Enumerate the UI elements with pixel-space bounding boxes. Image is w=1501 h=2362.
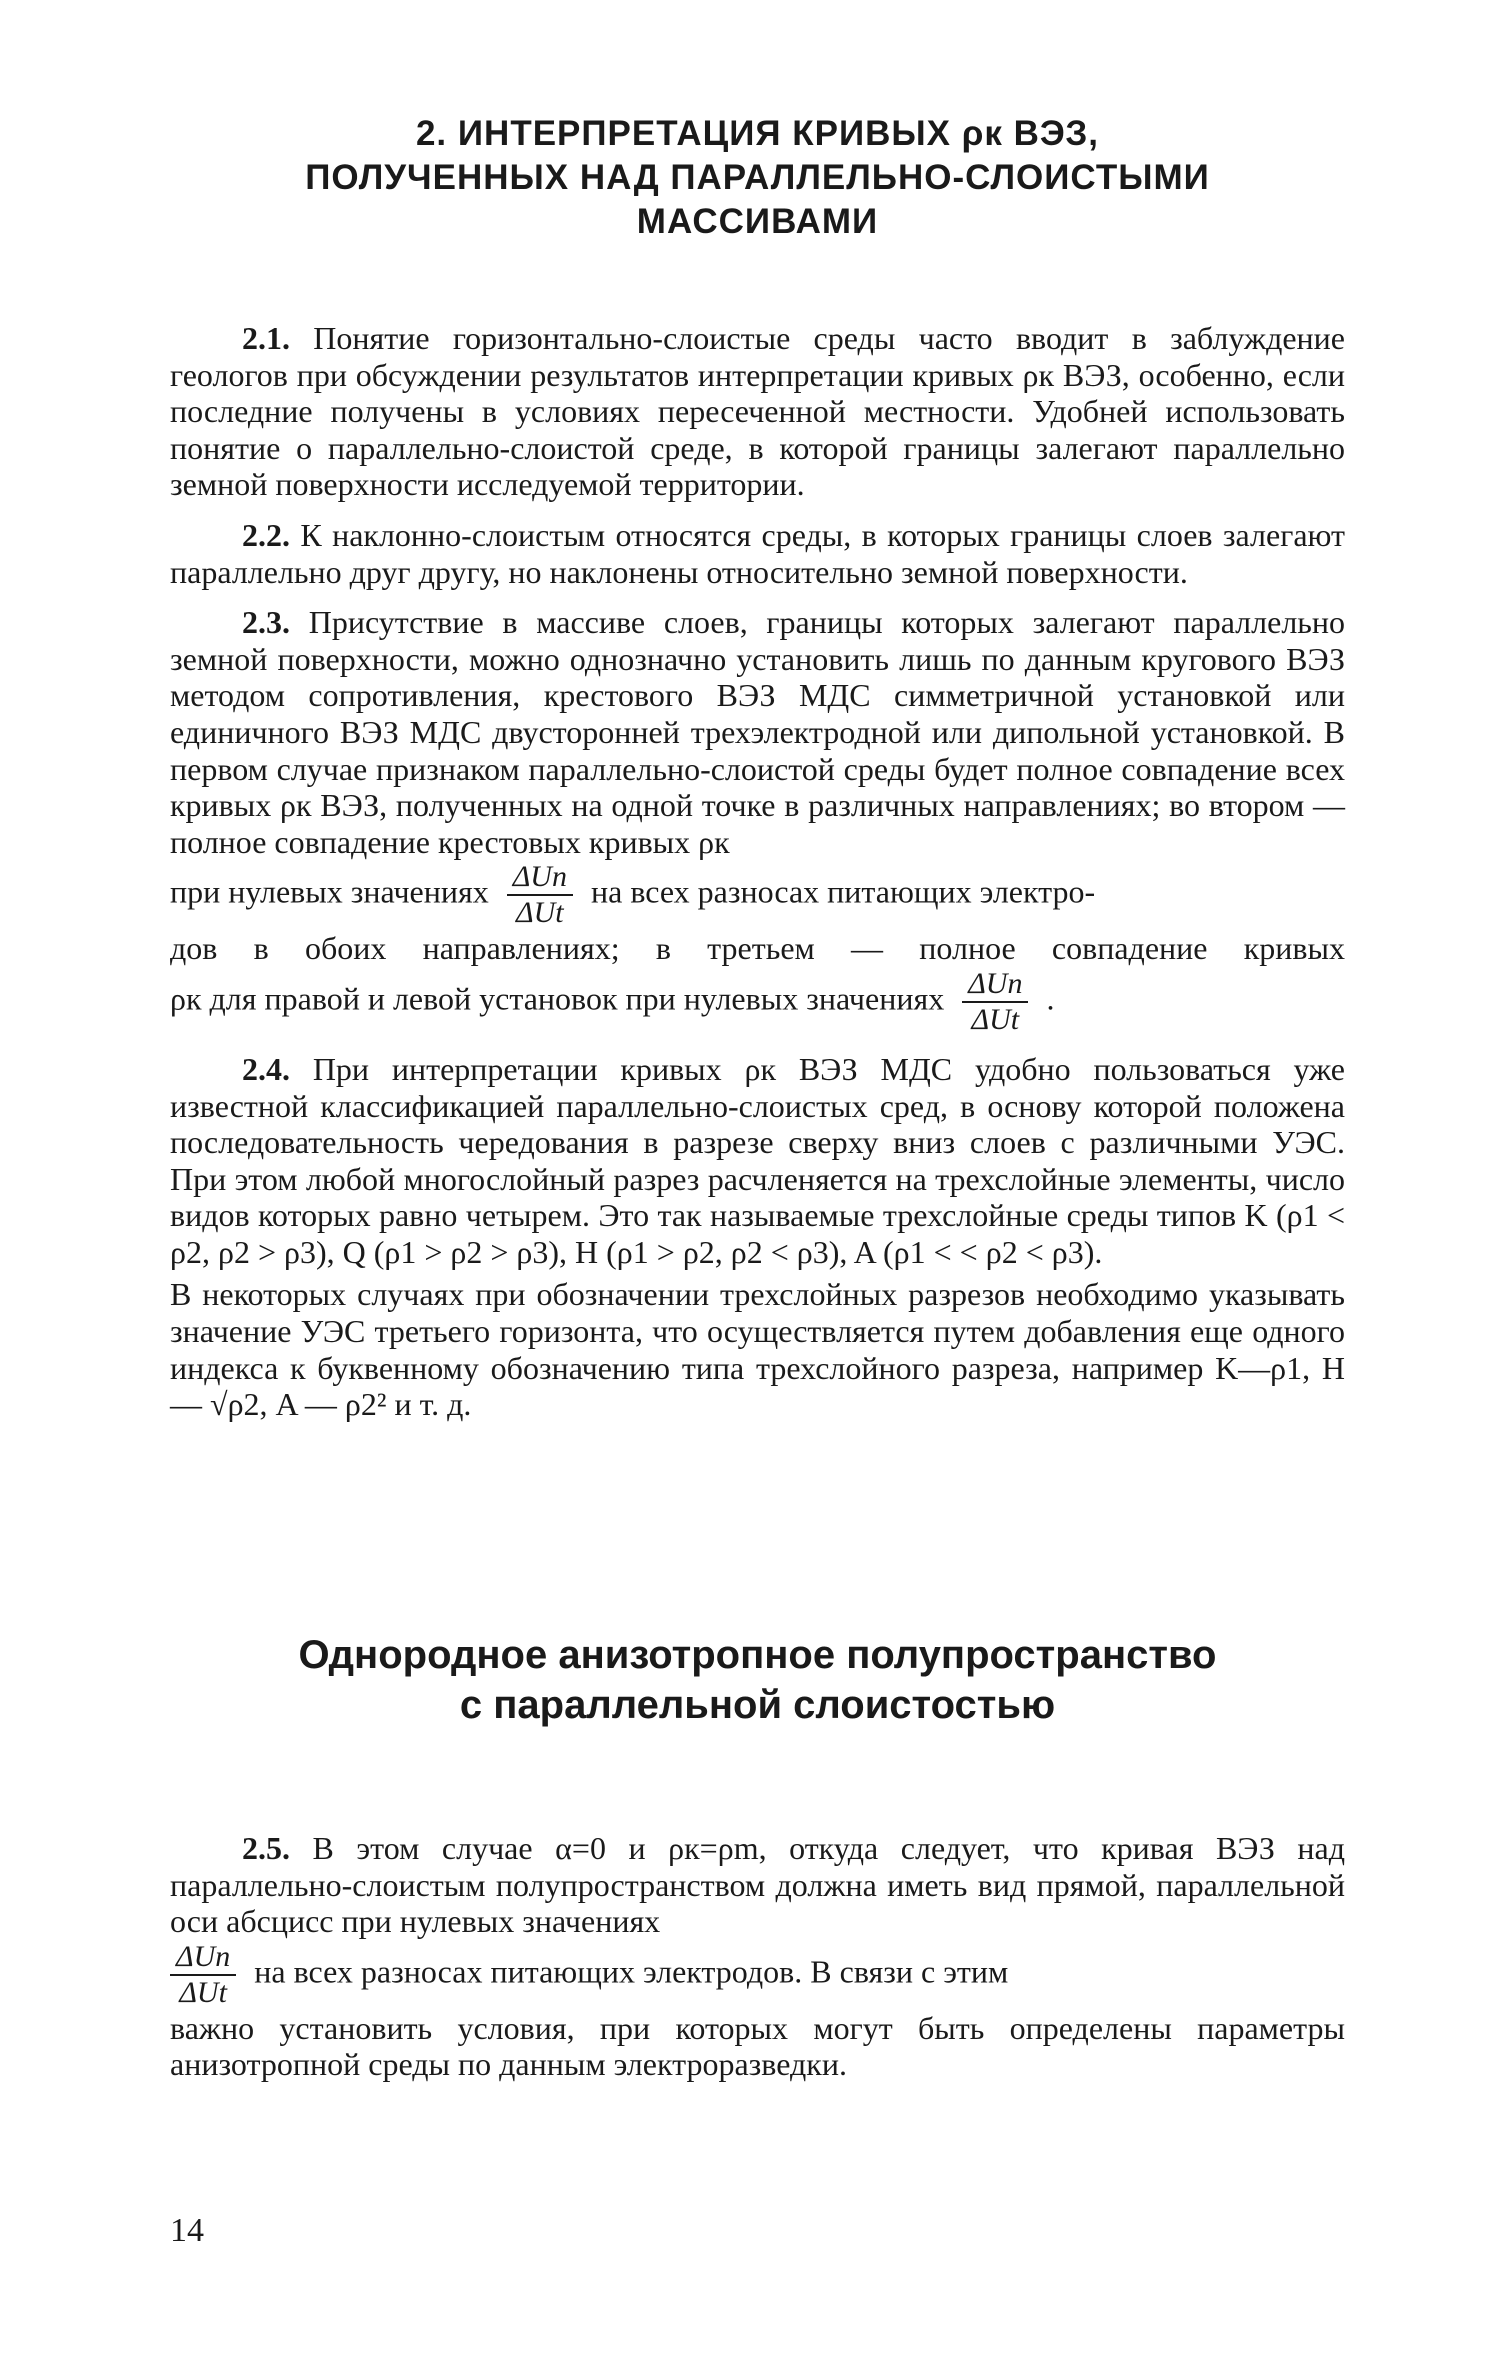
paragraph-2-5-continued: важно установить условия, при которых могут быть определены параметры анизотропной среды по данным электроразведки. — [170, 2009, 1345, 2083]
paragraph-2-3 — [170, 604, 1345, 860]
fraction-denominator: ΔUt — [179, 1975, 227, 2009]
period: . — [1046, 980, 1055, 1017]
paragraph-text: При интерпретации кривых ρк ВЭЗ МДС удобно пользоваться уже известной классификацией параллельно-слоистых сред, в основу которой положена последовательность чередования в разрезе сверху вниз слоев с различными УЭС. При этом любой многослойный разрез расчленяется на трехслойные элементы, число видов которых равно четырем. Это так называемые трехслойные среды типов K (ρ1 < ρ2, ρ2 > ρ3), Q (ρ1 > ρ2 > ρ3), H (ρ1 > ρ2, ρ2 < ρ3), A (ρ1 < < ρ2 < ρ3). — [170, 1050, 1345, 1270]
section-title-line-2: ПОЛУЧЕННЫХ НАД ПАРАЛЛЕЛЬНО-СЛОИСТЫМИ — [305, 158, 1210, 197]
section-title-line-3: МАССИВАМИ — [636, 202, 879, 241]
fraction-numerator: ΔUn — [507, 860, 573, 896]
text-fragment: на всех разносах питающих электродов. В связи с этим — [254, 1953, 1009, 1990]
paragraph-text: К наклонно-слоистым относятся среды, в которых границы слоев залегают параллельно друг другу, но наклонены относительно земной поверхности. — [170, 516, 1346, 590]
paragraph-number: 2.3. — [242, 604, 290, 641]
body-text-2 — [170, 1830, 1345, 2097]
fraction-numerator: ΔUn — [962, 967, 1028, 1003]
text-fragment: при нулевых значениях — [170, 873, 489, 910]
subsection-title-line-2: с параллельной слоистостью — [459, 1683, 1056, 1727]
fraction-denominator: ΔUt — [971, 1002, 1020, 1036]
paragraph-2-3-formula-line-1 — [170, 860, 1345, 930]
paragraph-2-4 — [170, 1051, 1345, 1271]
paragraph-text: Понятие горизонтально-слоистые среды часто вводит в заблуждение геологов при обсуждении результатов интерпретации кривых ρк ВЭЗ, особенно, если последние получены в условиях пересеченной местности. Удобней использовать понятие о параллельно-слоистой среде, в которой границы залегают параллельно земной поверхности исследуемой территории. — [170, 320, 1346, 503]
paragraph-2-5 — [170, 1830, 1345, 1940]
paragraph-number: 2.4. — [242, 1050, 290, 1087]
paragraph-2-1 — [170, 320, 1345, 503]
paragraph-text: В этом случае α=0 и ρк=ρm, откуда следует, что кривая ВЭЗ над параллельно-слоистым полупространством должна иметь вид прямой, параллельной оси абсцисс при нулевых значениях — [170, 1830, 1346, 1940]
fraction-delta-u — [962, 967, 1028, 1037]
paragraph-2-3-formula-line-2 — [170, 967, 1345, 1037]
section-heading — [170, 112, 1345, 244]
page-number: 14 — [170, 2212, 204, 2249]
paragraph-number: 2.1. — [242, 320, 290, 356]
paragraph-number: 2.5. — [242, 1830, 290, 1866]
section-title-line-1: 2. ИНТЕРПРЕТАЦИЯ КРИВЫХ ρк ВЭЗ, — [415, 114, 1100, 153]
paragraph-2-5-formula-line — [170, 1940, 1345, 2010]
fraction-numerator: ΔUn — [170, 1940, 236, 1976]
fraction-delta-u — [507, 860, 573, 930]
fraction-denominator: ΔUt — [516, 896, 564, 930]
paragraph-2-3-line-continued: дов в обоих направлениях; в третьем — полное совпадение кривых — [170, 930, 1345, 967]
subsection-heading — [170, 1630, 1345, 1730]
paragraph-number: 2.2. — [242, 516, 290, 553]
paragraph-2-2 — [170, 517, 1345, 590]
subsection-title-line-1: Однородное анизотропное полупространство — [298, 1633, 1217, 1677]
paragraph-text: Присутствие в массиве слоев, границы которых залегают параллельно земной поверхности, можно однозначно установить лишь по данным кругового ВЭЗ методом сопротивления, крестового ВЭЗ МДС симметричной установкой или единичного ВЭЗ МДС двусторонней трехэлектродной или дипольной установкой. В первом случае признаком параллельно-слоистой среды будет полное совпадение всех кривых ρк ВЭЗ, полученных на одной точке в различных направлениях; во втором — полное совпадение крестовых кривых ρк — [170, 604, 1346, 860]
body-text — [170, 320, 1345, 1437]
paragraph-2-4-continued: В некоторых случаях при обозначении трехслойных разрезов необходимо указывать значение УЭС третьего горизонта, что осуществляется путем добавления еще одного индекса к буквенному обозначению типа трехслойного разреза, например K—ρ1, H — √ρ2, A — ρ2² и т. д. — [170, 1276, 1345, 1423]
text-fragment: ρк для правой и левой установок при нулевых значениях — [170, 980, 945, 1017]
fraction-delta-u — [170, 1940, 236, 2010]
text-fragment: на всех разносах питающих электро- — [590, 873, 1096, 910]
